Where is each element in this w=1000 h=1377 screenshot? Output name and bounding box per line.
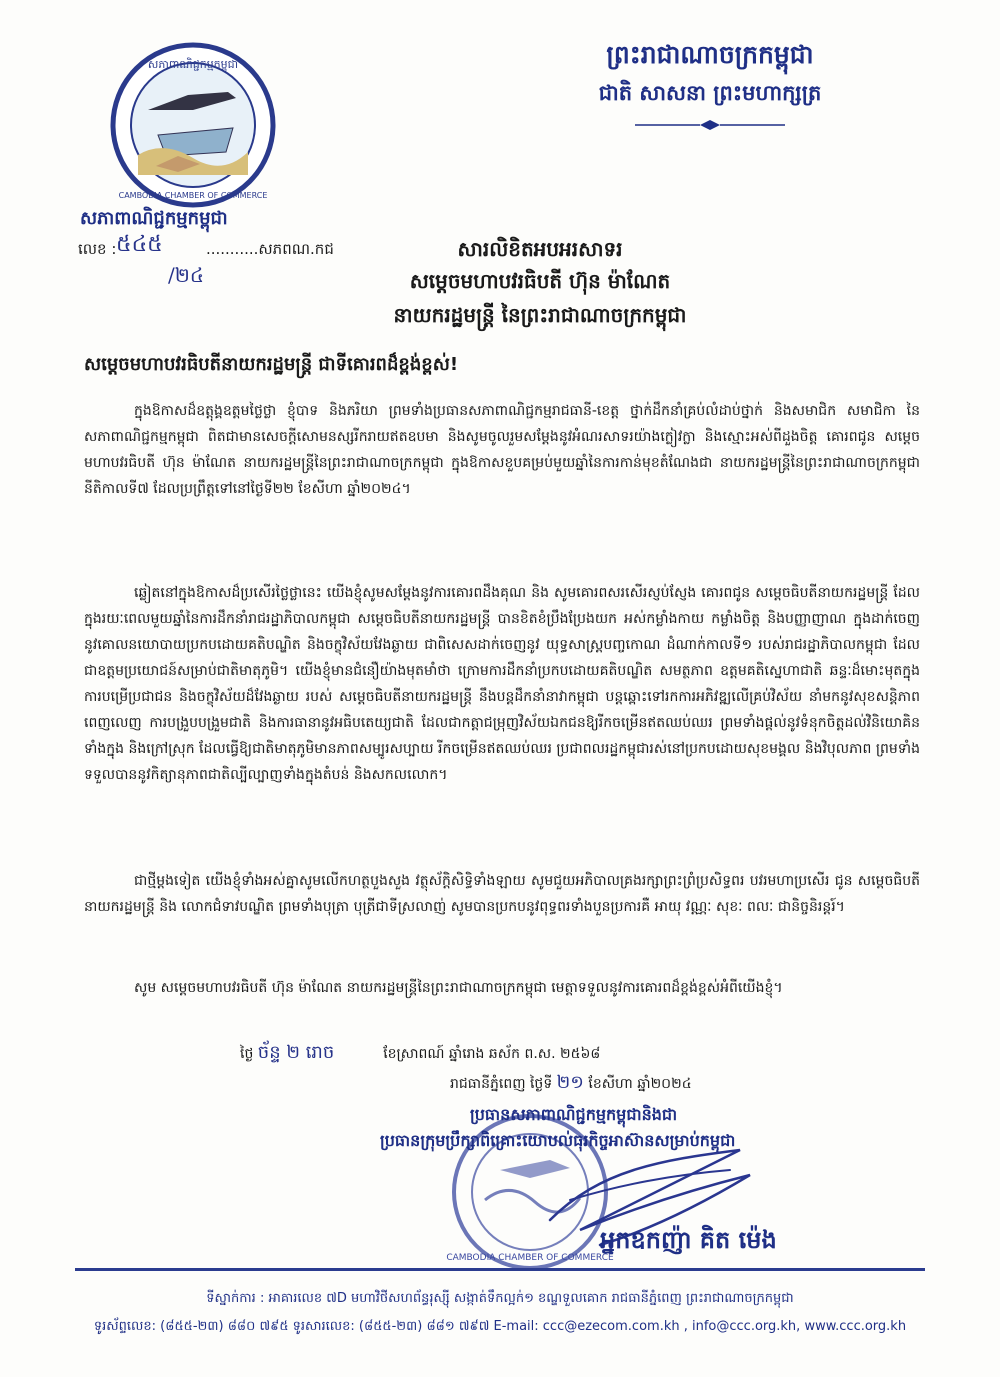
lunar-handwritten: ច័ន្ទ ២ រោច xyxy=(257,1042,335,1063)
kingdom-title: ព្រះរាជាណាចក្រកម្ពុជា xyxy=(606,40,814,69)
paragraph-4: សូម សម្ដេចមហាបវរធិបតី ហ៊ុន ម៉ាណែត នាយករដ្ឋមន្ត្រីនៃព្រះរាជាណាចក្រកម្ពុជា មេត្តាទទួលនូវការគោរពដ៏ខ្ពង់ខ្ពស់អំពីយើងខ្ញុំ។ xyxy=(134,980,783,996)
solar-date xyxy=(450,1070,692,1097)
ref-prefix: លេខ : xyxy=(78,240,117,258)
letter-title: សារលិខិតអបអរសាទរ xyxy=(457,237,623,261)
organization-name: សភាពាណិជ្ជកម្មកម្ពុជា xyxy=(80,208,228,229)
footer-divider xyxy=(75,1268,925,1271)
place-prefix: រាជធានីភ្នំពេញ ថ្ងៃទី xyxy=(450,1076,553,1092)
ornament-divider xyxy=(630,118,790,132)
salutation: សម្ដេចមហាបវរធិបតីនាយករដ្ឋមន្ត្រី ជាទីគោរពដ៏ខ្ពង់ខ្ពស់! xyxy=(84,354,459,375)
signatory-title-2: ប្រធានក្រុមប្រឹក្សាពិគ្រោះយោបល់ធុរកិច្ចអាស៊ានសម្រាប់កម្ពុជា xyxy=(380,1131,736,1150)
lunar-date xyxy=(240,1040,600,1067)
chamber-logo xyxy=(108,40,278,210)
ref-number-handwritten: ៥៤៥ xyxy=(116,232,163,257)
footer-address: ទីស្នាក់ការ : អាគារលេខ ៧D មហាវិថីសហព័ន្ធរុស្ស៊ី សង្កាត់ទឹកល្អក់១ ខណ្ឌទួលគោក រាជធានីភ្នំពេញ ព្រះរាជាណាចក្រកម្ពុជា xyxy=(206,1291,794,1306)
signatory-title-1: ប្រធានសភាពាណិជ្ជកម្មកម្ពុជានិងជា xyxy=(470,1105,678,1124)
svg-text:សភាពាណិជ្ជកម្មកម្ពុជា: សភាពាណិជ្ជកម្មកម្ពុជា xyxy=(147,58,239,71)
logo-caption: CAMBODIA CHAMBER OF COMMERCE xyxy=(118,191,268,200)
signatory-name: អ្នកឧកញ៉ា គិត ម៉េង xyxy=(600,1226,777,1254)
stamp-caption: CAMBODIA CHAMBER OF COMMERCE xyxy=(446,1253,614,1263)
paragraph-3: ជាថ្មីម្ដងទៀត យើងខ្ញុំទាំងអស់គ្នាសូមលើកហត្ថបួងសួង វត្ថុស័ក្ដិសិទ្ធិទាំងឡាយ សូមជួយអភិបាលគ្រងរក្សាព្រះព្រំប្រសិទ្ធពរ បវរមហាប្រសើរ ជូន សម្ដេចធិបតីនាយករដ្ឋមន្ត្រី និង លោកជំទាវបណ្ឌិត ព្រមទាំងបុត្រា បុត្រីជាទីស្រលាញ់ សូមបានប្រកបនូវពុទ្ធពរទាំងបួនប្រការគឺ អាយុ វណ្ណៈ សុខៈ ពលៈ ជានិច្ចនិរន្ដរ៍។ xyxy=(84,873,920,915)
ref-suffix: ...........សភពណ.កជ xyxy=(205,240,334,258)
solar-suffix: ខែសីហា ឆ្នាំ២០២៤ xyxy=(588,1076,692,1092)
footer-contact: ទូរស័ព្ទលេខ: (៨៥៥-២៣) ៨៨០ ៧៩៥ ទូរសារលេខ: (៨៥៥-២៣) ៨៨១ ៧៩៧ E-mail: ccc@ezecom.com.kh , info@ccc.org.kh, www.ccc.org.kh xyxy=(93,1319,907,1334)
letter-recipient: សម្ដេចមហាបវរធិបតី ហ៊ុន ម៉ាណែត xyxy=(409,269,671,293)
ref-date-handwritten: /២៤ xyxy=(168,263,205,287)
national-motto: ជាតិ សាសនា ព្រះមហាក្សត្រ xyxy=(598,81,822,105)
lunar-prefix: ថ្ងៃ xyxy=(240,1046,254,1062)
paragraph-2: ឆ្លៀតនៅក្នុងឱកាសដ៏ប្រសើរថ្លៃថ្លានេះ យើងខ្ញុំសូមសម្ដែងនូវការគោរពដឹងគុណ និង សូមគោរពសរសើរស្ញប់ស្ញែង គោរពជូន សម្ដេចធិបតីនាយករដ្ឋមន្ត្រី ដែលក្នុងរយៈពេលមួយឆ្នាំនៃការដឹកនាំរាជរដ្ឋាភិបាលកម្ពុជា សម្ដេចធិបតីនាយករដ្ឋមន្ត្រី បានខិតខំប្រឹងប្រែងយក អស់កម្លាំងកាយ កម្លាំងចិត្ត និងបញ្ញាញាណ ក្នុងដាក់ចេញនូវគោលនយោបាយប្រកបដោយគតិបណ្ឌិត និងចក្ខុវិស័យវែងឆ្ងាយ ជាពិសេសដាក់ចេញនូវ យុទ្ធសាស្ត្របញ្ចកោណ ដំណាក់កាលទី១ របស់រាជរដ្ឋាភិបាលកម្ពុជា ដែលជាឧត្តមប្រយោជន៍សម្រាប់ជាតិមាតុភូមិ។ យើងខ្ញុំមានជំនឿយ៉ាងមុតមាំថា ក្រោមការដឹកនាំប្រកបដោយគតិបណ្ឌិត សមត្ថភាព ឧត្តមគតិស្នេហាជាតិ ឆន្ទៈដ៏មោះមុតក្នុងការបម្រើប្រជាជន និងចក្ខុវិស័យដ៏វែងឆ្ងាយ របស់ សម្ដេចធិបតីនាយករដ្ឋមន្ត្រី នឹងបន្តដឹកនាំនាវាកម្ពុជា បន្តឆ្ពោះទៅរកការអភិវឌ្ឍលើគ្រប់វិស័យ នាំមកនូវសុខសន្តិភាពពេញលេញ ការបង្រួបបង្រួមជាតិ និងការធានានូវអធិបតេយ្យជាតិ ដែលជាកត្តាជម្រុញវិស័យឯកជនឱ្យរីកចម្រើនឥតឈប់ឈរ ព្រមទាំងផ្ដល់នូវទំនុកចិត្តដល់វិនិយោគិនទាំងក្នុង និងក្រៅស្រុក ដែលធ្វើឱ្យជាតិមាតុភូមិមានភាពសម្បូរសប្បាយ រីកចម្រើនឥតឈប់ឈរ ប្រជាពលរដ្ឋកម្ពុជារស់នៅប្រកបដោយសុខមង្គល និងវិបុលភាព ព្រមទាំងទទួលបាននូវកិត្យានុភាពជាតិល្បីល្បាញទាំងក្នុងតំបន់ និងសកលលោក។ xyxy=(84,585,920,783)
letter-recipient-title: នាយករដ្ឋមន្ត្រី នៃព្រះរាជាណាចក្រកម្ពុជា xyxy=(393,303,687,327)
lunar-suffix: ខែស្រាពណ៍ ឆ្នាំរោង ឆស័ក ព.ស. ២៥៦៨ xyxy=(383,1046,601,1062)
day-handwritten: ២១ xyxy=(556,1072,584,1093)
paragraph-1: ក្នុងឱកាសដ៏ឧត្តុង្គឧត្តមថ្លៃថ្លា ខ្ញុំបាទ និងភរិយា ព្រមទាំងប្រធានសភាពាណិជ្ជកម្មរាជធានី-ខេត្ត ថ្នាក់ដឹកនាំគ្រប់លំដាប់ថ្នាក់ និងសមាជិក សមាជិកា នៃសភាពាណិជ្ជកម្មកម្ពុជា ពិតជាមានសេចក្ដីសោមនស្សរីករាយឥតឧបមា និងសូមចូលរួមសម្ដែងនូវអំណរសាទរយ៉ាងក្លៀវក្លា និងស្មោះអស់ពីដួងចិត្ត គោរពជូន សម្ដេចមហាបវរធិបតី ហ៊ុន ម៉ាណែត នាយករដ្ឋមន្ត្រីនៃព្រះរាជាណាចក្រកម្ពុជា ក្នុងឱកាសខួបគម្រប់មួយឆ្នាំនៃការកាន់មុខតំណែងជា នាយករដ្ឋមន្ត្រីនៃព្រះរាជាណាចក្រកម្ពុជា នីតិកាលទី៧ ដែលប្រព្រឹត្តទៅនៅថ្ងៃទី២២ ខែសីហា ឆ្នាំ២០២៤។ xyxy=(84,403,920,497)
